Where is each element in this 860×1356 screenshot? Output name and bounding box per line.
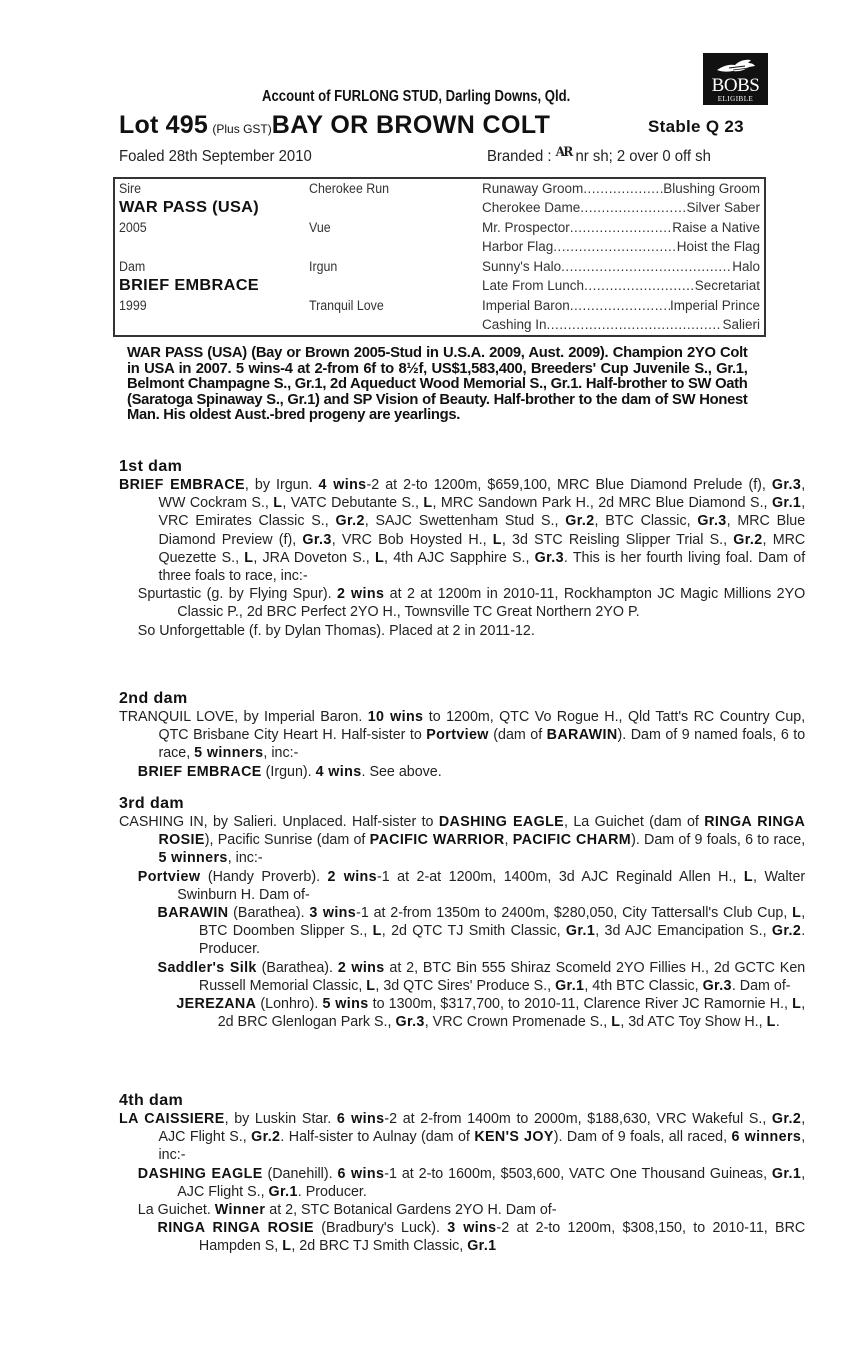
gen3-row (482, 278, 760, 293)
brand-info (487, 145, 711, 166)
sire-sire: Cherokee Run (309, 181, 390, 196)
dam-section-3 (119, 795, 806, 1031)
pedigree-entry: BARAWIN (Barathea). 3 wins-1 at 2-from 1350m to 2400m, $280,050, City Tattersall's Club Cup, L, BTC Doomben Slipper S., L, 2d QTC TJ Smith Classic, Gr.1, 3d AJC Emancipation S., Gr.2. Producer. (157, 904, 806, 958)
stable-number: Stable Q 23 (648, 117, 744, 136)
horse-head-icon (715, 58, 757, 76)
gen3-row (482, 220, 760, 235)
pedigree-entry: La Guichet. Winner at 2, STC Botanical Gardens 2YO H. Dam of- (137, 1201, 557, 1219)
horse-name: BRIEF EMBRACE (119, 476, 245, 493)
pedigree-entry: BRIEF EMBRACE (Irgun). 4 wins. See above. (137, 762, 442, 780)
gen3-sire: Secretariat (694, 278, 760, 293)
dam-dam: Tranquil Love (309, 298, 384, 313)
gen3-sire: Hoist the Flag (676, 239, 760, 254)
branded-detail: nr sh; 2 over 0 off sh (575, 148, 711, 165)
sire-label: Sire (119, 181, 142, 196)
lot-number: Lot 495 (119, 111, 208, 139)
dam-section-title: 4th dam (119, 1092, 184, 1109)
pedigree-entry: RINGA RINGA ROSIE (Bradbury's Luck). 3 wins-2 at 2-to 1200m, $308,150, to 2010-11, BRC Hampden S, L, 2d BRC TJ Smith Classic, Gr.1 (157, 1219, 806, 1255)
dam-section-title: 1st dam (119, 458, 183, 475)
gen3-sire: Imperial Prince (669, 298, 760, 313)
pedigree-entry: BRIEF EMBRACE, by Irgun. 4 wins-2 at 2-to 1200m, $659,100, MRC Blue Diamond Prelude (f), Gr.3, WW Cockram S., L, VATC Debutante S., L, MRC Sandown Park H., 2d MRC Blue Diamond S., Gr.1, VRC Emirates Classic S., Gr.2, SAJC Swettenham Stud S., Gr.2, BTC Classic, Gr.3, MRC Blue Diamond Preview (f), Gr.3, VRC Bob Hoysted H., L, 3d STC Reisling Slipper Trial S., Gr.2, MRC Quezette S., L, JRA Doveton S., L, 4th AJC Sapphire S., Gr.3. This is her fourth living foal. Dam of three foals to race, inc:- (119, 476, 806, 585)
gen3-sire: Raise a Native (672, 220, 760, 235)
gen3-row (482, 181, 760, 196)
sire-dam: Vue (309, 220, 331, 235)
dam-label: Dam (119, 259, 146, 274)
pedigree-entry: Spurtastic (g. by Flying Spur). 2 wins at 2 at 1200m in 2010-11, Rockhampton JC Magic Millions 2YO Classic P., 2d BRC Perfect 2YO H., Townsville TC Great Northern 2YO P. (137, 585, 806, 621)
brand-mark-icon: AR (555, 145, 572, 160)
pedigree-entry: JEREZANA (Lonhro). 5 wins to 1300m, $317,700, to 2010-11, Clarence River JC Ramornie H., L, 2d BRC Glenlogan Park S., Gr.3, VRC Crown Promenade S., L, 3d ATC Toy Show H., L. (176, 995, 806, 1031)
foaled-date: Foaled 28th September 2010 (119, 148, 312, 165)
gen3-sire: Halo (732, 259, 760, 274)
gen3-horse: Sunny's Halo (482, 259, 562, 274)
dam-section-2 (119, 690, 806, 781)
gen3-row (482, 317, 760, 332)
horse-name: DASHING EAGLE (137, 1164, 263, 1182)
gen3-sire: Silver Saber (686, 200, 760, 215)
sire-name: WAR PASS (USA) (119, 199, 259, 216)
horse-description: BAY OR BROWN COLT (271, 111, 551, 139)
gen3-horse: Cherokee Dame (482, 200, 581, 215)
pedigree-entry: Portview (Handy Proverb). 2 wins-1 at 2-at 1200m, 1400m, 3d AJC Reginald Allen H., L, Walter Swinburn H. Dam of- (137, 867, 806, 903)
bobs-eligible-logo (703, 53, 768, 105)
horse-name: JEREZANA (176, 995, 257, 1013)
logo-text-eligible: ELIGIBLE (717, 95, 754, 103)
dam-sire: Irgun (309, 259, 338, 274)
pedigree-entry: Saddler's Silk (Barathea). 2 wins at 2, BTC Bin 555 Shiraz Scomeld 2YO Fillies H., 2d GCTC Ken Russell Memorial Classic, L, 3d QTC Sires' Produce S., Gr.1, 4th BTC Classic, Gr.3. Dam of- (157, 958, 806, 994)
sire-summary: WAR PASS (USA) (Bay or Brown 2005-Stud in U.S.A. 2009, Aust. 2009). Champion 2YO Colt in USA in 2007. 5 wins-4 at 2-from 6f to 8½f, US$1,583,400, Breeders' Cup Juvenile S., Gr.1, Belmont Champagne S., Gr.1, 2d Aqueduct Wood Memorial S., Gr.1. Half-brother to SW Oath (Saratoga Spinaway S., Gr.1) and SP Vision of Beauty. Half-brother to the dam of SW Honest Man. His oldest Aust.-bred progeny are yearlings. (127, 344, 748, 423)
gen3-horse: Imperial Baron (482, 298, 570, 313)
branded-label: Branded : (487, 148, 552, 165)
horse-name: RINGA RINGA ROSIE (157, 1219, 314, 1237)
vendor-account: Account of FURLONG STUD, Darling Downs, Qld. (262, 88, 571, 105)
horse-name: LA CAISSIERE (119, 1110, 225, 1127)
gen3-sire: Blushing Groom (663, 181, 760, 196)
dam-year: 1999 (119, 298, 147, 313)
gen3-sire: Salieri (722, 317, 760, 332)
gen3-horse: Cashing In (482, 317, 547, 332)
horse-name: BARAWIN (157, 904, 229, 922)
pedigree-entry: TRANQUIL LOVE, by Imperial Baron. 10 wins to 1200m, QTC Vo Rogue H., Qld Tatt's RC Country Cup, QTC Brisbane City Heart H. Half-sister to Portview (dam of BARAWIN). Dam of 9 named foals, 6 to race, 5 winners, inc:- (119, 708, 806, 762)
horse-name: BRIEF EMBRACE (137, 762, 262, 780)
pedigree-entry: CASHING IN, by Salieri. Unplaced. Half-sister to DASHING EAGLE, La Guichet (dam of RINGA RINGA ROSIE), Pacific Sunrise (dam of PACIFIC WARRIOR, PACIFIC CHARM). Dam of 9 foals, 6 to race, 5 winners, inc:- (119, 813, 806, 867)
gen3-horse: Runaway Groom (482, 181, 584, 196)
gen3-row (482, 239, 760, 254)
gen3-horse: Late From Lunch (482, 278, 585, 293)
pedigree-entry: So Unforgettable (f. by Dylan Thomas). Placed at 2 in 2011-12. (137, 621, 535, 639)
dam-section-title: 2nd dam (119, 690, 188, 707)
horse-name: Portview (137, 867, 201, 885)
gen3-horse: Harbor Flag (482, 239, 554, 254)
lot-heading (119, 111, 550, 140)
dam-section-1 (119, 458, 806, 640)
logo-text-bobs: BOBS (711, 75, 760, 96)
dam-section-title: 3rd dam (119, 795, 185, 812)
dam-section-4 (119, 1092, 806, 1256)
gen3-row (482, 259, 760, 274)
pedigree-entry: DASHING EAGLE (Danehill). 6 wins-1 at 2-to 1600m, $503,600, VATC One Thousand Guineas, Gr.1, AJC Flight S., Gr.1. Producer. (137, 1164, 806, 1200)
gen3-row (482, 298, 760, 313)
gen3-row (482, 200, 760, 215)
gen3-horse: Mr. Prospector (482, 220, 570, 235)
horse-name: Saddler's Silk (157, 958, 257, 976)
gst-note: (Plus GST) (212, 122, 272, 136)
sire-year: 2005 (119, 220, 147, 235)
dam-name: BRIEF EMBRACE (119, 277, 259, 294)
pedigree-entry: LA CAISSIERE, by Luskin Star. 6 wins-2 at 2-from 1400m to 2000m, $188,630, VRC Wakeful S., Gr.2, AJC Flight S., Gr.2. Half-sister to Aulnay (dam of KEN'S JOY). Dam of 9 foals, all raced, 6 winners, inc:- (119, 1110, 806, 1164)
